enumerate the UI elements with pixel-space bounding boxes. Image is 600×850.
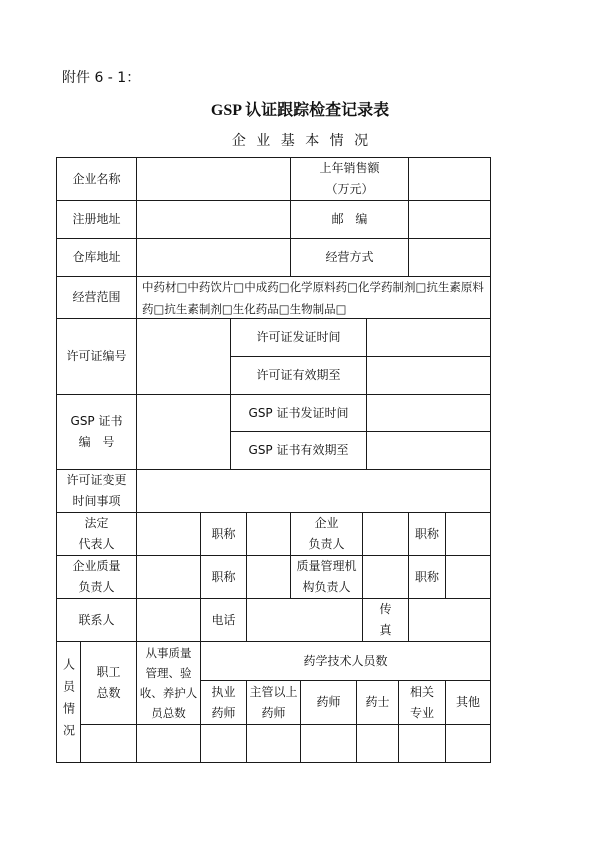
gsp-cert-no-label-line1: GSP 证书: [70, 414, 123, 428]
qa-staff-total-label-cell: [136, 641, 201, 725]
licensed-pharmacist-label: 执业 药师: [211, 684, 236, 720]
qa-dept-head-field: [362, 555, 409, 599]
contact-label-cell: [56, 598, 137, 642]
legal-rep-label-cell: [56, 512, 137, 556]
pharmacist-field: [300, 724, 357, 763]
business-mode-label-cell: [290, 238, 409, 277]
qa-dept-head-title-label-cell: [408, 555, 446, 599]
quality-head-title-label: 职称: [211, 569, 236, 584]
license-valid-until-label-cell: [230, 356, 367, 395]
personnel-label: 人员情况: [61, 658, 76, 746]
postcode-label: 邮 编: [331, 212, 368, 226]
quality-head-title-field: [246, 555, 291, 599]
license-change-label: 许可证变更 时间事项: [66, 473, 127, 508]
assistant-pharmacist-field: [356, 724, 399, 763]
license-valid-until-field: [366, 356, 491, 395]
staff-total-field: [80, 724, 137, 763]
legal-rep-label: 法定 代表人: [78, 516, 115, 551]
gsp-cert-no-label-cell: [56, 394, 137, 470]
pharma-tech-staff-label-cell: [200, 641, 491, 681]
staff-total-label: 职工 总数: [96, 665, 121, 700]
company-name-label: 企业名称: [72, 171, 121, 186]
company-head-title-label: 职称: [414, 526, 439, 541]
qa-dept-head-label-cell: [290, 555, 363, 599]
company-name-field: [136, 157, 291, 201]
registered-address-label-cell: [56, 200, 137, 239]
license-valid-until-label: 许可证有效期至: [256, 368, 341, 382]
warehouse-address-label: 仓库地址: [72, 250, 121, 264]
license-no-label: 许可证编号: [66, 349, 127, 363]
pharmacist-header: [300, 680, 357, 725]
gsp-cert-valid-until-field: [366, 431, 491, 470]
quality-head-label: 企业质量 负责人: [72, 559, 121, 594]
business-scope-options: 中药材□中药饮片□中成药□化学原料药□化学药制剂□抗生素原料药□抗生素制剂□生化药品□生物制品□: [142, 279, 484, 316]
other-header: [445, 680, 491, 725]
pharma-tech-staff-label: 药学技术人员数: [303, 653, 388, 668]
attachment-number: 附件 6 - 1：: [62, 70, 141, 86]
quality-head-title-label-cell: [200, 555, 247, 599]
company-head-title-label-cell: [408, 512, 446, 556]
phone-label-cell: [200, 598, 247, 642]
contact-field: [136, 598, 201, 642]
contact-label: 联系人: [78, 612, 115, 627]
fax-label-cell: [362, 598, 409, 642]
license-no-label-cell: [56, 318, 137, 395]
assistant-pharmacist-header: [356, 680, 399, 725]
quality-head-field: [136, 555, 201, 599]
qa-staff-total-field: [136, 724, 201, 763]
form-subtitle: 企 业 基 本 情 况: [231, 133, 369, 149]
licensed-pharmacist-field: [200, 724, 247, 763]
license-change-label-cell: [56, 469, 137, 513]
gsp-cert-valid-until-label-cell: [230, 431, 367, 470]
related-major-header: [398, 680, 446, 725]
license-change-field: [136, 469, 491, 513]
company-name-label-cell: [56, 157, 137, 201]
other-label: 其他: [455, 695, 480, 709]
business-scope-label-cell: [56, 276, 137, 319]
registered-address-label: 注册地址: [72, 212, 121, 226]
license-issue-date-field: [366, 318, 491, 357]
last-year-sales-label: 上年销售额 （万元）: [319, 161, 380, 196]
form-title: GSP 认证跟踪检查记录表: [210, 102, 390, 119]
license-issue-date-label-cell: [230, 318, 367, 357]
senior-pharmacist-header: [246, 680, 301, 725]
warehouse-address-label-cell: [56, 238, 137, 277]
registered-address-field: [136, 200, 291, 239]
phone-label: 电话: [211, 612, 236, 627]
gsp-cert-issue-date-label: GSP 证书发证时间: [248, 405, 349, 420]
gsp-cert-no-label: [71, 411, 123, 453]
company-head-title-field: [445, 512, 491, 556]
warehouse-address-field: [136, 238, 291, 277]
other-field: [445, 724, 491, 763]
gsp-cert-issue-date-label-cell: [230, 394, 367, 432]
legal-rep-title-field: [246, 512, 291, 556]
qa-dept-head-title-field: [445, 555, 491, 599]
staff-total-label-cell: [80, 641, 137, 725]
gsp-cert-no-field: [136, 394, 231, 470]
senior-pharmacist-label: 主管以上 药师: [249, 684, 298, 720]
related-major-field: [398, 724, 446, 763]
last-year-sales-label-cell: [290, 157, 409, 201]
senior-pharmacist-field: [246, 724, 301, 763]
legal-rep-title-label: 职称: [211, 526, 236, 541]
gsp-cert-valid-until-label: GSP 证书有效期至: [248, 443, 349, 457]
license-no-field: [136, 318, 231, 395]
business-mode-field: [408, 238, 491, 277]
qa-dept-head-label: 质量管理机 构负责人: [296, 559, 357, 594]
fax-field: [408, 598, 491, 642]
qa-dept-head-title-label: 职称: [414, 569, 439, 584]
gsp-cert-no-label-line2: 编 号: [78, 435, 115, 449]
gsp-cert-issue-date-field: [366, 394, 491, 432]
personnel-label-cell: [56, 641, 81, 763]
business-mode-label: 经营方式: [325, 250, 374, 264]
postcode-label-cell: [290, 200, 409, 239]
qa-staff-total-label: 从事质量 管理、验 收、养护人 员总数: [139, 646, 198, 720]
business-scope-options-cell: [136, 276, 491, 319]
legal-rep-field: [136, 512, 201, 556]
legal-rep-title-label-cell: [200, 512, 247, 556]
assistant-pharmacist-label: 药士: [365, 695, 390, 709]
licensed-pharmacist-header: [200, 680, 247, 725]
company-head-label-cell: [290, 512, 363, 556]
fax-label: 传 真: [379, 602, 392, 637]
quality-head-label-cell: [56, 555, 137, 599]
related-major-label: 相关 专业: [409, 684, 434, 720]
last-year-sales-field: [408, 157, 491, 201]
phone-field: [246, 598, 363, 642]
postcode-field: [408, 200, 491, 239]
license-issue-date-label: 许可证发证时间: [256, 330, 341, 344]
company-head-label: 企业 负责人: [308, 516, 345, 551]
pharmacist-label: 药师: [316, 695, 341, 709]
business-scope-label: 经营范围: [72, 290, 121, 304]
company-head-field: [362, 512, 409, 556]
